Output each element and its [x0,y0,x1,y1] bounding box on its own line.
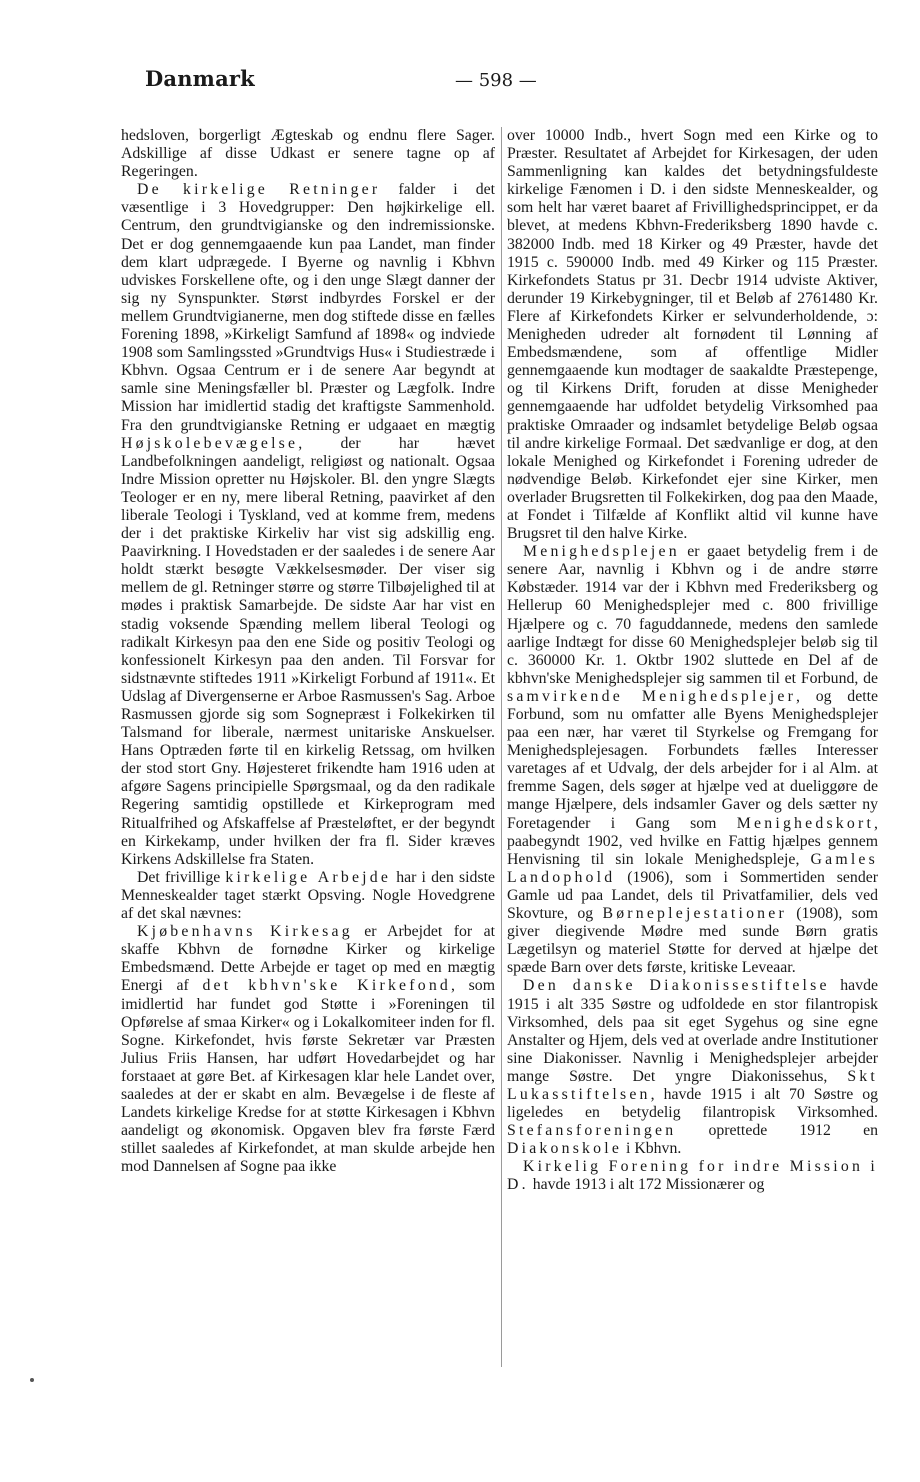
paragraph-text: over 10000 Indb., hvert Sogn med een Kirke og to Præster. Resultatet af Arbejdet for Kirkesagen, der uden Sammenligning kan kaldes det betydningsfuldeste kirkelige Fænomen i D. i den sidste Menneskealder, og som helt har været baaret af Frivillighedsprincippet, er da blevet, at medens Kbhvn-Frederiksberg 1890 havde c. 382000 Indb. med 18 Kirker og 49 Præster, havde det 1915 c. 590000 Indb. med 49 Kirker og 115 Præster. Kirkefondets Status pr 31. Decbr 1914 udviste Aktiver, derunder 19 Kirkebygninger, til et Beløb af 2761480 Kr. Flere af Kirkefondets Kirker er selvunderholdende, ɔ: Menigheden udreder alt fornødent til Lønning af Embedsmændene, som af offentlige Midler gennemgaaende kun modtager de saakaldte Præstepenge, og til Kirkens Drift, foruden at disse Menigheder gennemgaaende har udfoldet betydelig Virksomhed paa praktiske Omraader og indsamlet betydelige Beløb ogsaa til andre kirkelige Formaal. Det sædvanlige er dog, at den lokale Menighed og Kirkefondet i Forening udreder de nødvendige Beløb. Kirkefondet ejer sine Kirker, men overlader Brugsretten til Folkekirken, dog paa den Maade, at Fondet i Tilfælde af Konflikt altid vil kunne have Brugsret til den halve Kirke. [507,127,878,543]
spaced-heading: De kirkelige Retninger [137,181,381,199]
spaced-term: Højskolebevægelse [121,434,299,452]
paragraph-text: , havde 1915 i alt 70 Søstre og ligeledes en betydelig filantropisk Virksomhed. [507,1085,878,1122]
paragraph [507,127,878,543]
paragraph-text: i Kbhvn. [622,1140,682,1158]
paragraph-text: (1908), som giver diegivende Mødre med sunde Børn gratis Lægetilsyn og materiel Støtte for derved at hjælpe det spæde Barn over dets første, kritiske Leveaar. [507,905,879,977]
paragraph-text: er gaaet betydelig frem i de senere Aar, navnlig i Kbhvn og i de andre større Købstæder. 1914 var der i Kbhvn med Frederiksberg og Hellerup 60 Menighedsplejer med c. 800 frivillige Hjælpere og c. 70 faguddannede, medens den samlede aarlige Indtægt for disse 60 Menighedsplejer beløb sig til c. 360000 Kr. 1. Oktbr 1902 sluttede en Del af de kbhvn'ske Menighedsplejer sig sammen til et Forbund, de [507,543,878,687]
paragraph-text: , og dette Forbund, som nu omfatter alle Byens Menighedsplejer paa een nær, har været til Styrkelse og Fremgang for Menighedsplejesagen. Forbundets fælles Interesser varetages af et Udvalg, der dels arbejder for i al Alm. at fremme Sagen, dels søger at hjælpe ved at dueliggøre de mange Hjælpere, dels indsamler Gaver og dels sætter ny Foretagender i Gang som [507,687,878,832]
spaced-term: det kbhvn'ske Kirkefond [202,977,452,995]
paragraph-text: Det frivillige [137,868,226,886]
spaced-heading: Menighedsplejen [523,543,680,561]
left-column [121,127,495,1176]
paragraph-text: har i den sidste Menneskealder taget stærkt Opsving. Nogle Hovedgrene af det skal nævnes: [121,868,496,923]
paragraph-text: (1906), som i Sommertiden sender Gamle ud paa Landet, dels til Privatfamilier, dels ved Skovture, og [507,868,878,923]
right-column [507,127,878,1195]
paragraph [507,977,878,1158]
spaced-term: Menighedskort [736,814,875,832]
spaced-term: Gamles Landophold [507,850,878,886]
paragraph-text: oprettede 1912 en [676,1122,878,1140]
spaced-term: samvirkende Menighedsplejer [507,687,797,705]
paragraph [507,1158,878,1194]
spaced-heading: Kjøbenhavns Kirkesag [137,923,353,941]
paragraph [121,923,495,1176]
spaced-heading: Den danske Diakonissestiftelse [523,977,830,995]
paragraph-text: havde 1913 i alt 172 Missionærer og [528,1176,765,1194]
paragraph-text: er Arbejdet for at skaffe Kbhvn de fornødne Kirker og kirkelige Embedsmænd. Dette Arbejde er taget op med en mægtig Energi af [121,923,495,995]
paragraph-text: hedsloven, borgerligt Ægteskab og endnu flere Sager. Adskillige af disse Udkast er senere tagne op af Regeringen. [121,127,495,181]
paragraph-text: falder i det væsentlige i 3 Hovedgrupper: Den højkirkelige ell. Centrum, den grundtvigianske og den indremissionske. Det er dog gennemgaaende kun paa Landet, man finder dem klart udprægede. I Byerne og navnlig i Kbhvn udviskes Forskellene ofte, og i den unge Slægt danner der sig ny Synspunkter. Størst indbyrdes Forskel er der mellem Grundtvigianerne, men dog stiftede disse en fælles Forening 1898, »Kirkeligt Samfund af 1898« og indviede 1908 som Samlingssted »Grundtvigs Hus« i Studiestræde i Kbhvn. Ogsaa Centrum er i de senere Aar begyndt at samle sine Meningsfæller bl. Præster og Lægfolk. Indre Mission har imidlertid stadig det kraftigste Sammenhold. Fra den grundtvigianske Retning er udgaaet en mægtig [121,181,495,434]
spaced-term: Skt Lukasstiftelsen [507,1067,878,1103]
paragraph-text: , paabegyndt 1902, ved hvilke en Fattig hjælpes gennem Henvisning til sin lokale Menighedspleje, [507,814,878,868]
paragraph-text: , som imidlertid har fundet god Støtte i »Foreningen til Opførelse af smaa Kirker« og i Lokalkomiteer inden for fl. Sogne. Kirkefondet, hvis første Sekretær var Præsten Julius Friis Hansen, har udført Hovedarbejdet og har forstaaet at gøre Bet. af Kirkesagen klar hele Landet over, saaledes at der er skabt en alm. Bevægelse i de fleste af Landets kirkelige Kredse for at støtte Kirkesagen i Kbhvn aandeligt og økonomisk. Opgaven blev fra første Færd stillet saaledes af Kirkefondet, at man skulde arbejde hen mod Dannelsen af Sogne paa ikke [121,977,495,1176]
spaced-heading: Kirkelig Forening for indre Mission i D. [507,1158,878,1194]
paragraph [507,543,878,977]
paragraph [121,869,495,923]
spaced-heading: kirkelige Arbejde [225,868,392,886]
spaced-term: Stefansforeningen [507,1122,677,1140]
column-divider [501,127,502,1367]
spaced-term: Børneplejestationer [602,905,787,923]
scan-speck [30,1378,34,1382]
paragraph [121,181,495,869]
page-title: Danmark [145,66,255,91]
paragraph [121,127,495,181]
spaced-term: Diakonskole [507,1140,623,1158]
paragraph-text: havde 1915 i alt 335 Søstre og udfoldede en stor filantropisk Virksomhed, dels paa sit eget Sygehus og sine egne Anstalter og Hjem, dels ved at overlade andre Institutioner sine Diakonisser. Navnlig i Menighedsplejer arbejder mange Søstre. Det yngre Diakonissehus, [507,977,878,1085]
page-number: — 598 — [455,70,537,91]
paragraph-text: , der har hævet Landbefolkningen aandeligt, religiøst og nationalt. Ogsaa Indre Mission opretter nu Højskoler. Bl. den yngre Slægts Teologer er en ny, mere liberal Retning, paavirket af den liberale Teologi i Tyskland, ved at komme frem, medens der i det praktiske Kirkeliv har vist sig adskillig eng. Paavirkning. I Hovedstaden er der saaledes i de senere Aar holdt stærkt besøgte Vækkelsesmøder. Der viser sig mellem de gl. Retninger større og større Tilbøjelighed til at mødes i praktisk Samarbejde. De sidste Aar har vist en stadig voksende Spænding mellem liberal Teologi og radikalt Kirkesyn paa den ene Side og positiv Teologi og konfessionelt Kirkesyn paa den anden. Til Forsvar for sidstnævnte stiftedes 1911 »Kirkeligt Forbund af 1911«. Et Udslag af Divergenserne er Arboe Rasmussen's Sag. Arboe Rasmussen gjorde sig som Sognepræst i Folkekirken til Talsmand for liberale, nærmest unitariske Anskuelser. Hans Optræden førte til en kirkelig Retssag, om hvilken der stod stort Gny. Højesteret frikendte ham 1916 uden at afgøre Sagens principielle Spørgsmaal, og da den radikale Regering samtidig opstillede et Kirkeprogram med Ritualfrihed og Afskaffelse af Præsteløftet, er der begyndt en Kirkekamp, under hvilken der fra fl. Sider kræves Kirkens Adskillelse fra Staten. [121,434,495,868]
